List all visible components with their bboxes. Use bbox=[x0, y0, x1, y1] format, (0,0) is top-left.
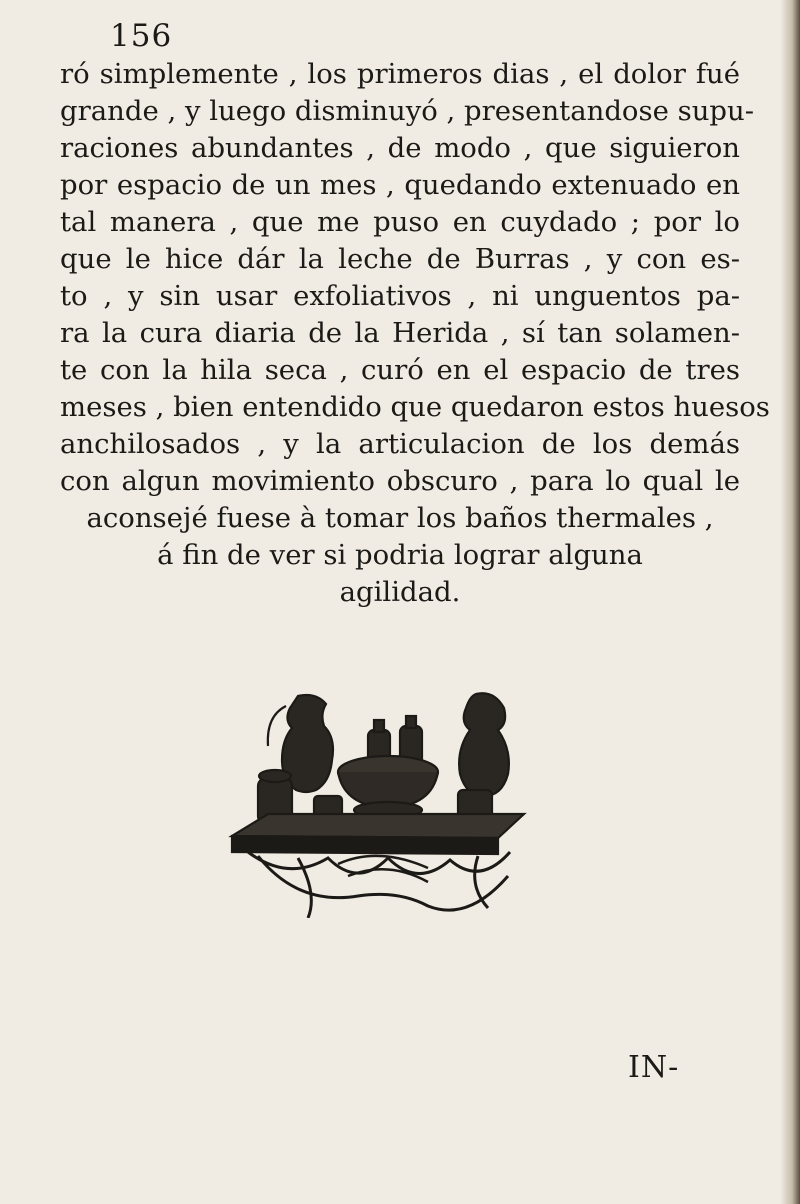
text-line: meses , bien entendido que quedaron estos huesos bbox=[60, 391, 770, 423]
vignette-illustration bbox=[228, 686, 528, 918]
page-edge-shadow bbox=[780, 0, 800, 1204]
text-line: tal manera , que me puso en cuydado ; por lo bbox=[60, 206, 740, 238]
text-line: por espacio de un mes , quedando extenuado en bbox=[60, 169, 740, 201]
text-line: agilidad. bbox=[339, 576, 461, 608]
text-line: to , y sin usar exfoliativos , ni unguentos pa- bbox=[60, 280, 740, 312]
text-line: ra la cura diaria de la Herida , sí tan solamen- bbox=[60, 317, 740, 349]
text-line: raciones abundantes , de modo , que siguieron bbox=[60, 132, 740, 164]
page-number: 156 bbox=[110, 18, 173, 54]
text-line: con algun movimiento obscuro , para lo qual le bbox=[60, 465, 740, 497]
catchword: IN- bbox=[628, 1050, 680, 1085]
text-line: aconsejé fuese à tomar los baños thermales , bbox=[86, 502, 714, 534]
text-line: te con la hila seca , curó en el espacio de tres bbox=[60, 354, 740, 386]
text-line: á fin de ver si podria lograr alguna bbox=[157, 539, 643, 571]
text-line: grande , y luego disminuyó , presentandose supu- bbox=[60, 95, 755, 127]
text-line: ró simplemente , los primeros dias , el dolor fué bbox=[60, 58, 740, 90]
body-text bbox=[60, 56, 770, 611]
text-line: que le hice dár la leche de Burras , y con es- bbox=[60, 243, 740, 275]
text-line: anchilosados , y la articulacion de los demás bbox=[60, 428, 740, 460]
